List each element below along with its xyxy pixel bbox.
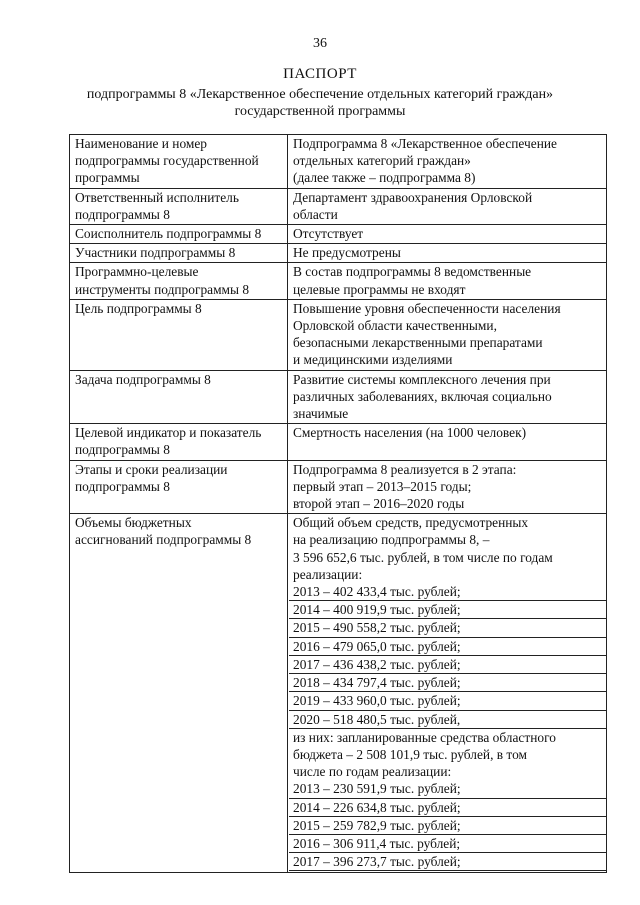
- row-value-line: 2015 – 490 558,2 тыс. рублей;: [289, 619, 606, 637]
- table-row: [70, 135, 607, 189]
- row-value-line: 2015 – 259 782,9 тыс. рублей;: [289, 817, 606, 835]
- row-value-cell: [288, 460, 607, 514]
- row-value-cell: [288, 188, 607, 224]
- row-label-cell: [70, 424, 288, 460]
- row-label-cell: [70, 263, 288, 299]
- row-label-line: Ответственный исполнитель: [75, 189, 239, 205]
- row-value-line: области: [293, 206, 338, 222]
- row-value-line: 2014 – 400 919,9 тыс. рублей;: [289, 601, 606, 619]
- table-row: [70, 370, 607, 424]
- row-label-line: Наименование и номер: [75, 136, 208, 151]
- row-value-line: значимые: [293, 406, 349, 422]
- row-value-line: второй этап – 2016–2020 годы: [293, 496, 465, 512]
- row-label-line: ассигнований подпрограммы 8: [75, 532, 252, 548]
- table-row: [70, 244, 607, 263]
- row-value-cell: [288, 514, 607, 873]
- row-value-cell: [288, 225, 607, 244]
- row-value-line: отдельных категорий граждан»: [293, 153, 471, 169]
- row-value-line: Департамент здравоохранения Орловской: [293, 189, 533, 205]
- row-label-line: Этапы и сроки реализации: [75, 461, 228, 477]
- row-value-line: из них: запланированные средства областного: [293, 729, 556, 745]
- row-label-line: подпрограммы 8: [75, 206, 170, 222]
- row-value-cell: [288, 244, 607, 263]
- row-value-line: Смертность населения (на 1000 человек): [293, 425, 527, 441]
- passport-table: [69, 134, 607, 873]
- table-row: [70, 263, 607, 299]
- row-value-line: безопасными лекарственными препаратами: [293, 335, 543, 351]
- row-value-line: Повышение уровня обеспеченности населения: [293, 300, 561, 316]
- row-value-line: (далее также – подпрограмма 8): [293, 170, 476, 186]
- row-label-cell: [70, 135, 288, 189]
- page-number: 36: [313, 36, 327, 51]
- row-label-line: Целевой индикатор и показатель: [75, 425, 262, 441]
- document-title: ПАСПОРТ: [283, 66, 357, 82]
- table-row: [70, 460, 607, 514]
- row-label-line: Объемы бюджетных: [75, 515, 192, 531]
- row-label-line: Участники подпрограммы 8: [75, 245, 236, 261]
- row-value-line: 2013 – 230 591,9 тыс. рублей;: [289, 780, 606, 798]
- row-value-line: Орловской области качественными,: [293, 318, 497, 334]
- row-label-line: Соисполнитель подпрограммы 8: [75, 226, 262, 242]
- row-label-cell: [70, 460, 288, 514]
- row-value-line: Подпрограмма 8 «Лекарственное обеспечение: [293, 136, 557, 151]
- row-value-line: 2013 – 402 433,4 тыс. рублей;: [289, 583, 606, 601]
- row-value-line: 2018 – 434 797,4 тыс. рублей;: [289, 674, 606, 692]
- row-value-line: 2020 – 518 480,5 тыс. рублей,: [289, 711, 606, 729]
- row-label-cell: [70, 514, 288, 873]
- row-value-line: 2019 – 433 960,0 тыс. рублей;: [289, 692, 606, 710]
- row-value-cell: [288, 424, 607, 460]
- row-label-cell: [70, 299, 288, 370]
- row-label-line: Программно-целевые: [75, 264, 199, 280]
- row-value-line: Отсутствует: [293, 226, 364, 242]
- row-value-line: 2017 – 396 273,7 тыс. рублей;: [289, 853, 606, 871]
- row-label-cell: [70, 188, 288, 224]
- row-label-line: инструменты подпрограммы 8: [75, 281, 250, 297]
- row-label-line: программы: [75, 170, 140, 186]
- row-label-cell: [70, 244, 288, 263]
- row-value-line: первый этап – 2013–2015 годы;: [293, 478, 472, 494]
- row-value-cell: [288, 263, 607, 299]
- row-label-line: Задача подпрограммы 8: [75, 371, 211, 387]
- row-value-line: 2016 – 479 065,0 тыс. рублей;: [289, 638, 606, 656]
- row-value-line: 3 596 652,6 тыс. рублей, в том числе по годам: [293, 549, 553, 565]
- row-label-line: подпрограммы государственной: [75, 153, 259, 169]
- row-value-line: 2017 – 436 438,2 тыс. рублей;: [289, 656, 606, 674]
- row-value-line: различных заболеваниях, включая социально: [293, 388, 552, 404]
- row-value-line: Не предусмотрены: [293, 245, 401, 261]
- row-value-line: на реализацию подпрограммы 8, –: [293, 532, 490, 548]
- row-value-line: Подпрограмма 8 реализуется в 2 этапа:: [293, 461, 517, 477]
- row-label-line: Цель подпрограммы 8: [75, 300, 202, 316]
- document-subtitle: подпрограммы 8 «Лекарственное обеспечение отдельных категорий граждан» государственной программы: [86, 87, 554, 119]
- table-row: [70, 299, 607, 370]
- table-row: [70, 514, 607, 873]
- row-value-line: Общий объем средств, предусмотренных: [293, 515, 529, 531]
- table-row: [70, 188, 607, 224]
- table-row: [70, 424, 607, 460]
- row-value-line: 2016 – 306 911,4 тыс. рублей;: [289, 835, 606, 853]
- row-value-cell: [288, 299, 607, 370]
- row-value-line: 2014 – 226 634,8 тыс. рублей;: [289, 799, 606, 817]
- row-value-line: бюджета – 2 508 101,9 тыс. рублей, в том: [293, 746, 528, 762]
- row-value-line: целевые программы не входят: [293, 281, 466, 297]
- row-label-line: подпрограммы 8: [75, 442, 170, 458]
- row-value-cell: [288, 135, 607, 189]
- row-label-cell: [70, 370, 288, 424]
- row-label-cell: [70, 225, 288, 244]
- row-label-line: подпрограммы 8: [75, 478, 170, 494]
- table-row: [70, 225, 607, 244]
- row-value-line: Развитие системы комплексного лечения при: [293, 371, 551, 387]
- row-value-line: В состав подпрограммы 8 ведомственные: [293, 264, 532, 280]
- row-value-line: реализации:: [293, 566, 363, 582]
- row-value-line: и медицинскими изделиями: [293, 352, 453, 368]
- row-value-line: числе по годам реализации:: [293, 764, 452, 780]
- row-value-cell: [288, 370, 607, 424]
